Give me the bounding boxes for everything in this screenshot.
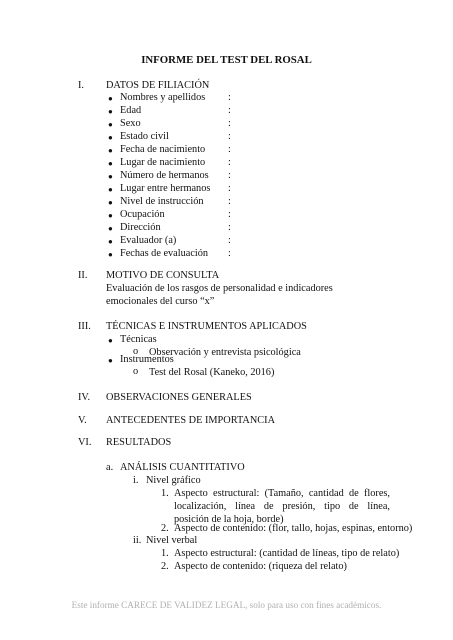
bullet-icon: ● [108,250,113,259]
colon: : [228,196,231,207]
level-number: i. [133,475,139,486]
item-number: 1. [161,488,169,499]
sub-bullet-icon: o [133,366,139,377]
bullet-icon: ● [108,198,113,207]
bullet-icon: ● [108,107,113,116]
list-item: Edad [120,105,142,116]
bullet-icon: ● [108,356,113,365]
bullet-icon: ● [108,211,113,220]
item-text: Aspecto de contenido: (flor, tallo, hojas, espinas, entorno) [174,523,413,534]
section-number: IV. [78,392,91,403]
colon: : [228,157,231,168]
section-heading: MOTIVO DE CONSULTA [106,270,220,281]
subsection-letter: a. [106,462,114,473]
level-label: Nivel gráfico [146,475,201,486]
list-item: Lugar entre hermanos [120,183,211,194]
footer-disclaimer: Este informe CARECE DE VALIDEZ LEGAL, solo para uso con fines académicos. [71,600,382,610]
list-item: Dirección [120,222,161,233]
list-item: Nombres y apellidos [120,92,206,103]
bullet-icon: ● [108,237,113,246]
bullet-icon: ● [108,224,113,233]
list-item: Test del Rosal (Kaneko, 2016) [149,367,275,378]
level-number: ii. [133,535,142,546]
list-item: Instrumentos [120,354,174,365]
list-item: Sexo [120,118,141,129]
colon: : [228,209,231,220]
colon: : [228,118,231,129]
section-heading: OBSERVACIONES GENERALES [106,392,252,403]
section-heading: TÉCNICAS E INSTRUMENTOS APLICADOS [106,321,307,332]
item-number: 1. [161,548,169,559]
colon: : [228,235,231,246]
level-label: Nivel verbal [146,535,198,546]
colon: : [228,92,231,103]
bullet-icon: ● [108,159,113,168]
colon: : [228,183,231,194]
bullet-icon: ● [108,185,113,194]
list-item: Estado civil [120,131,169,142]
sub-bullet-icon: o [133,346,139,357]
section-number: III. [78,321,91,332]
subsection-heading: ANÁLISIS CUANTITATIVO [120,462,245,473]
item-number: 2. [161,561,169,572]
section-number: V. [78,415,87,426]
item-text: Aspecto de contenido: (riqueza del relato) [174,561,347,572]
colon: : [228,248,231,259]
list-item: Técnicas [120,334,157,345]
item-text: Aspecto estructural: (Tamaño, cantidad de flores, localización, línea de presión, tipo de línea, posición de la hoja, borde) [174,488,390,525]
list-item: Nivel de instrucción [120,196,204,207]
colon: : [228,170,231,181]
colon: : [228,222,231,233]
bullet-icon: ● [108,120,113,129]
bullet-icon: ● [108,336,113,345]
item-number: 2. [161,523,169,534]
colon: : [228,105,231,116]
document-title: INFORME DEL TEST DEL ROSAL [141,54,312,66]
section-heading: DATOS DE FILIACIÓN [106,80,210,91]
bullet-icon: ● [108,146,113,155]
list-item: Fechas de evaluación [120,248,209,259]
section-number: I. [78,80,85,91]
bullet-icon: ● [108,94,113,103]
bullet-icon: ● [108,133,113,142]
section-number: VI. [78,437,92,448]
colon: : [228,144,231,155]
list-item: Fecha de nacimiento [120,144,206,155]
section-heading: ANTECEDENTES DE IMPORTANCIA [106,415,276,426]
list-item: Lugar de nacimiento [120,157,206,168]
item-text: Aspecto estructural: (cantidad de líneas, tipo de relato) [174,548,400,559]
section-number: II. [78,270,88,281]
list-item: Ocupación [120,209,165,220]
section-heading: RESULTADOS [106,437,172,448]
bullet-icon: ● [108,172,113,181]
colon: : [228,131,231,142]
section-text: Evaluación de los rasgos de personalidad e indicadores emocionales del curso “x” [106,283,333,307]
list-item: Número de hermanos [120,170,209,181]
list-item: Observación y entrevista psicológica [149,347,301,358]
list-item: Evaluador (a) [120,235,177,246]
